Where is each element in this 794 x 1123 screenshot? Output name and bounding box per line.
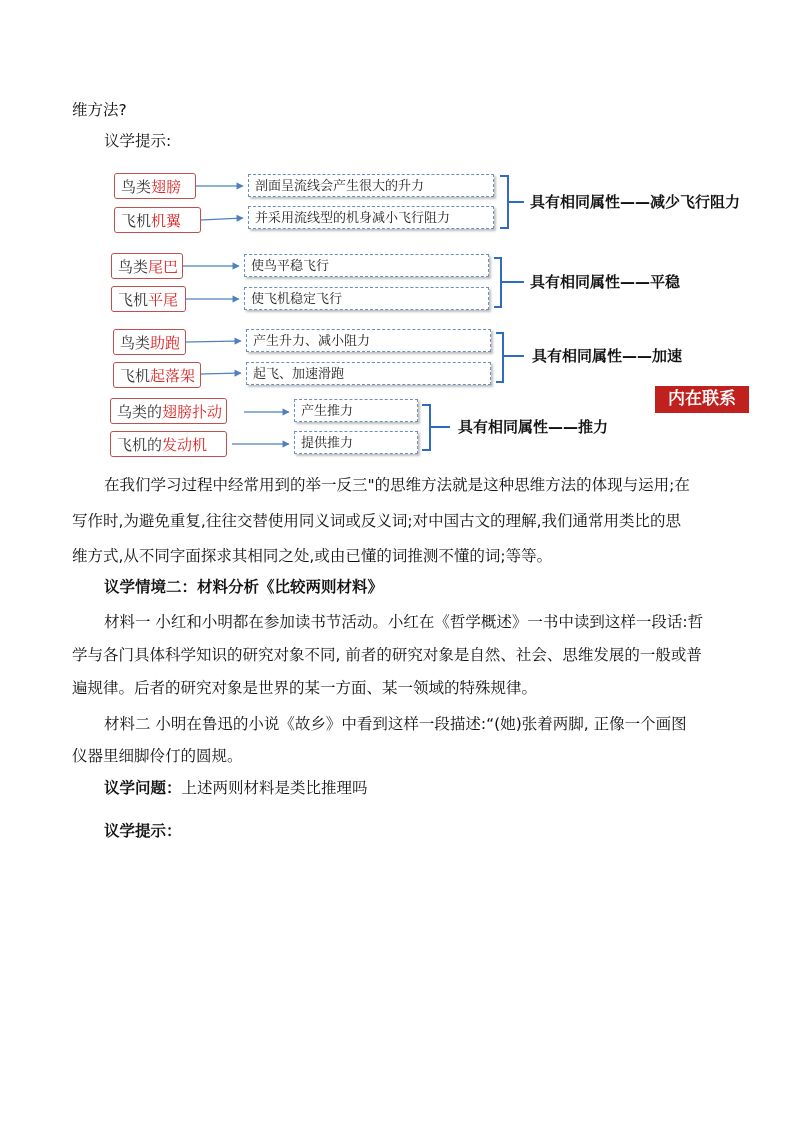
label-highlight: 机翼 [151, 212, 182, 230]
paragraph-line: 写作时,为避免重复,往往交替使用同义词或反义词;对中国古文的理解,我们通常用类比的思 [72, 512, 682, 530]
question [104, 778, 368, 798]
desc-bird-run: 产生升力、减小阻力 [246, 329, 491, 352]
label-bird-wing [114, 173, 196, 199]
label-prefix: 鸟类 [118, 258, 149, 276]
label-prefix: 鸟类 [120, 334, 151, 352]
property-accelerate: 具有相同属性——加速 [532, 347, 683, 365]
label-highlight: 尾巴 [148, 258, 179, 276]
label-highlight: 翅膀 [151, 178, 182, 196]
paragraph-line: 维方式,从不同字面探求其相同之处,或由已懂的词推测不懂的词;等等。 [72, 547, 553, 565]
label-bird-flap [110, 398, 227, 424]
label-plane-engine [110, 431, 227, 457]
desc-bird-tail: 使鸟平稳飞行 [244, 254, 489, 277]
label-prefix: 飞机 [118, 291, 149, 309]
question-label: 议学问题： [104, 779, 182, 797]
label-highlight: 助跑 [150, 334, 181, 352]
label-prefix: 飞机的 [117, 436, 163, 454]
hint-label-two: 议学提示： [104, 822, 182, 840]
label-plane-wing [114, 207, 201, 233]
label-bird-tail [111, 253, 183, 279]
material-two-line: 仪器里细脚伶仃的圆规。 [72, 747, 243, 765]
label-bird-run [113, 329, 186, 355]
label-highlight: 平尾 [148, 291, 179, 309]
label-highlight: 翅膀扑动 [162, 403, 223, 421]
question-text: 上述两则材料是类比推理吗 [181, 779, 368, 797]
desc-plane-tail: 使飞机稳定飞行 [244, 287, 489, 310]
property-thrust: 具有相同属性——推力 [458, 418, 609, 436]
inner-connection-badge: 内在联系 [655, 386, 749, 413]
material-one-line: 材料一 小红和小明都在参加读书节活动。小红在《哲学概述》一书中读到这样一段话:哲 [104, 613, 704, 631]
material-one-line: 学与各门具体科学知识的研究对象不同, 前者的研究对象是自然、社会、思维发展的一般或普 [72, 646, 702, 664]
desc-bird-wing: 剖面呈流线会产生很大的升力 [248, 174, 494, 197]
desc-bird-flap: 产生推力 [294, 399, 418, 422]
label-plane-tail [111, 286, 186, 312]
desc-plane-wing: 并采用流线型的机身减小飞行阻力 [248, 206, 494, 229]
label-prefix: 飞机 [120, 367, 151, 385]
label-highlight: 起落架 [150, 367, 196, 385]
label-prefix: 飞机 [121, 212, 152, 230]
label-prefix: 鸟类 [121, 178, 152, 196]
property-reduce-drag: 具有相同属性——减少飞行阻力 [530, 193, 741, 211]
label-prefix: 乌类的 [117, 403, 163, 421]
situation-title: 议学情境二：材料分析《比较两则材料》 [104, 578, 384, 596]
property-stable: 具有相同属性——平稳 [530, 273, 681, 291]
label-highlight: 发动机 [162, 436, 208, 454]
label-plane-gear [113, 362, 201, 388]
material-two-line: 材料二 小明在鲁迅的小说《故乡》中看到这样一段描述:“(她)张着两脚, 正像一个画图 [104, 715, 687, 733]
intro-tail: 维方法? [72, 101, 127, 119]
material-one-line: 遍规律。后者的研究对象是世界的某一方面、某一领域的特殊规律。 [72, 679, 538, 697]
hint-label: 议学提示: [104, 132, 172, 150]
desc-plane-gear: 起飞、加速滑跑 [246, 362, 491, 385]
desc-plane-engine: 提供推力 [294, 431, 418, 454]
paragraph-line: 在我们学习过程中经常用到的举一反三"的思维方法就是这种思维方法的体现与运用;在 [104, 476, 690, 494]
